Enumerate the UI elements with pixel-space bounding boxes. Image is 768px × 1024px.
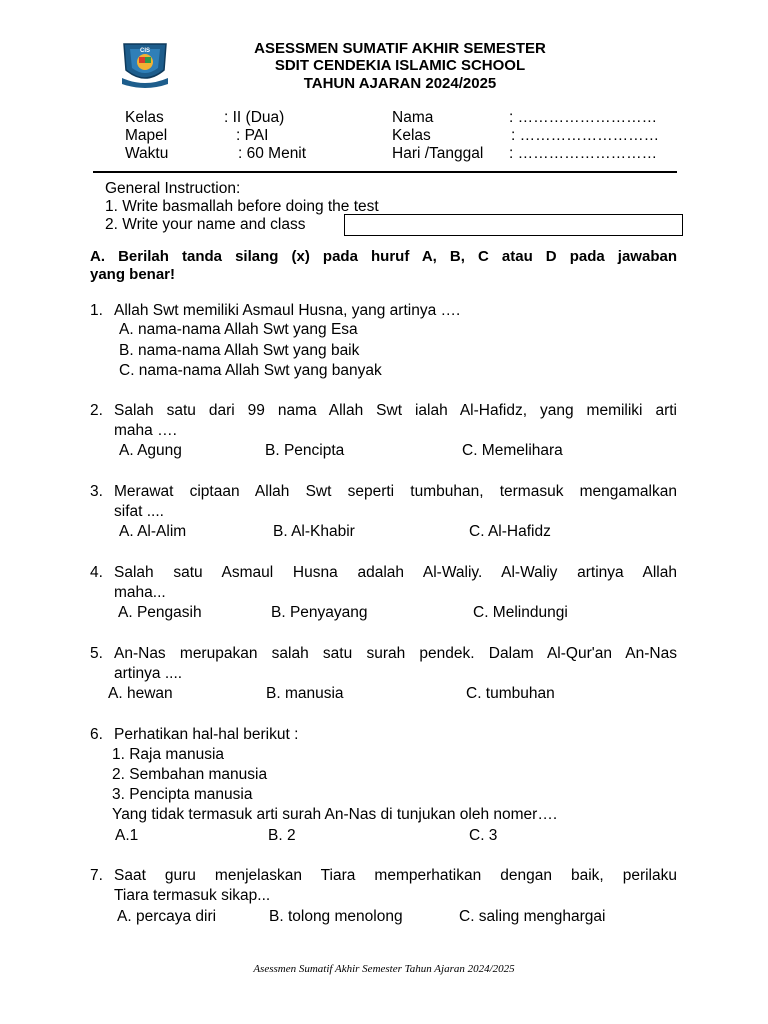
info-value-hari-tanggal[interactable]: : ……………………… <box>509 145 658 162</box>
section-a-instruction: A. Berilah tanda silang (x) pada huruf A, B, C atau D pada jawaban <box>90 248 677 265</box>
question-6-item-3: 3. Pencipta manusia <box>112 786 253 803</box>
question-1-text: Allah Swt memiliki Asmaul Husna, yang artinya …. <box>114 302 461 319</box>
question-1-option-b[interactable]: B. nama-nama Allah Swt yang baik <box>119 342 360 359</box>
question-5-text: An-Nas merupakan salah satu surah pendek. Dalam Al-Qur'an An-Nas <box>114 645 677 662</box>
info-value-mapel: : PAI <box>236 127 269 144</box>
question-6-option-a[interactable]: A.1 <box>115 827 139 844</box>
question-6-stem: Yang tidak termasuk arti surah An-Nas di tunjukan oleh nomer…. <box>112 806 558 823</box>
info-label-kelas: Kelas <box>125 109 164 126</box>
header-school: SDIT CENDEKIA ISLAMIC SCHOOL <box>274 57 526 74</box>
info-value-nama[interactable]: : ……………………… <box>509 109 658 126</box>
question-2-text: Salah satu dari 99 nama Allah Swt ialah Al-Hafidz, yang memiliki arti <box>114 402 677 419</box>
question-5-option-c[interactable]: C. tumbuhan <box>466 685 555 702</box>
question-4-text: Salah satu Asmaul Husna adalah Al-Waliy. Al-Waliy artinya Allah <box>114 564 677 581</box>
info-value-kelas-right[interactable]: : ……………………… <box>511 127 660 144</box>
svg-text:CIS: CIS <box>139 48 151 54</box>
section-a-instruction-cont: yang benar! <box>90 266 176 283</box>
question-3-option-a[interactable]: A. Al-Alim <box>119 523 187 540</box>
question-6-option-b[interactable]: B. 2 <box>268 827 296 844</box>
question-3-text: Merawat ciptaan Allah Swt seperti tumbuhan, termasuk mengamalkan <box>114 483 677 500</box>
info-label-mapel: Mapel <box>125 127 168 144</box>
question-5-text-cont: artinya .... <box>114 665 183 682</box>
question-6-text: Perhatikan hal-hal berikut : <box>114 726 299 743</box>
header-divider <box>93 171 677 173</box>
question-6-option-c[interactable]: C. 3 <box>469 827 498 844</box>
question-3-option-c[interactable]: C. Al-Hafidz <box>469 523 551 540</box>
instruction-item-2: 2. Write your name and class <box>105 216 306 233</box>
question-7-option-c[interactable]: C. saling menghargai <box>459 908 606 925</box>
question-6-item-2: 2. Sembahan manusia <box>112 766 268 783</box>
question-3-text-cont: sifat .... <box>114 503 164 520</box>
question-1-option-c[interactable]: C. nama-nama Allah Swt yang banyak <box>119 362 382 379</box>
question-number: 3. <box>90 483 103 500</box>
question-1-option-a[interactable]: A. nama-nama Allah Swt yang Esa <box>119 321 358 338</box>
question-number: 7. <box>90 867 103 884</box>
school-logo <box>118 40 172 90</box>
question-number: 2. <box>90 402 103 419</box>
info-value-kelas: : II (Dua) <box>224 109 285 126</box>
question-number: 5. <box>90 645 103 662</box>
question-2-option-b[interactable]: B. Pencipta <box>265 442 345 459</box>
question-7-option-b[interactable]: B. tolong menolong <box>269 908 403 925</box>
info-label-kelas-right: Kelas <box>392 127 431 144</box>
question-4-option-a[interactable]: A. Pengasih <box>118 604 202 621</box>
question-5-option-b[interactable]: B. manusia <box>266 685 344 702</box>
question-number: 6. <box>90 726 103 743</box>
question-2-text-cont: maha …. <box>114 422 177 439</box>
question-5-option-a[interactable]: A. hewan <box>108 685 173 702</box>
question-7-option-a[interactable]: A. percaya diri <box>117 908 217 925</box>
question-7-text: Saat guru menjelaskan Tiara memperhatikan dengan baik, perilaku <box>114 867 677 884</box>
info-value-waktu: : 60 Menit <box>238 145 307 162</box>
question-7-text-cont: Tiara termasuk sikap... <box>114 887 271 904</box>
question-4-text-cont: maha... <box>114 584 166 601</box>
page-footer: Asessmen Sumatif Akhir Semester Tahun Ajaran 2024/2025 <box>253 963 515 975</box>
instruction-item-1: 1. Write basmallah before doing the test <box>105 198 379 215</box>
question-6-item-1: 1. Raja manusia <box>112 746 225 763</box>
question-number: 1. <box>90 302 103 319</box>
question-2-option-c[interactable]: C. Memelihara <box>462 442 563 459</box>
answer-box[interactable] <box>344 214 683 236</box>
question-4-option-c[interactable]: C. Melindungi <box>473 604 568 621</box>
header-title: ASESSMEN SUMATIF AKHIR SEMESTER <box>254 40 546 57</box>
instruction-title: General Instruction: <box>105 180 241 197</box>
question-2-option-a[interactable]: A. Agung <box>119 442 182 459</box>
info-label-waktu: Waktu <box>125 145 169 162</box>
info-label-hari-tanggal: Hari /Tanggal <box>392 145 484 162</box>
header-year: TAHUN AJARAN 2024/2025 <box>303 75 497 92</box>
question-3-option-b[interactable]: B. Al-Khabir <box>273 523 355 540</box>
question-number: 4. <box>90 564 103 581</box>
info-label-nama: Nama <box>392 109 434 126</box>
question-4-option-b[interactable]: B. Penyayang <box>271 604 368 621</box>
